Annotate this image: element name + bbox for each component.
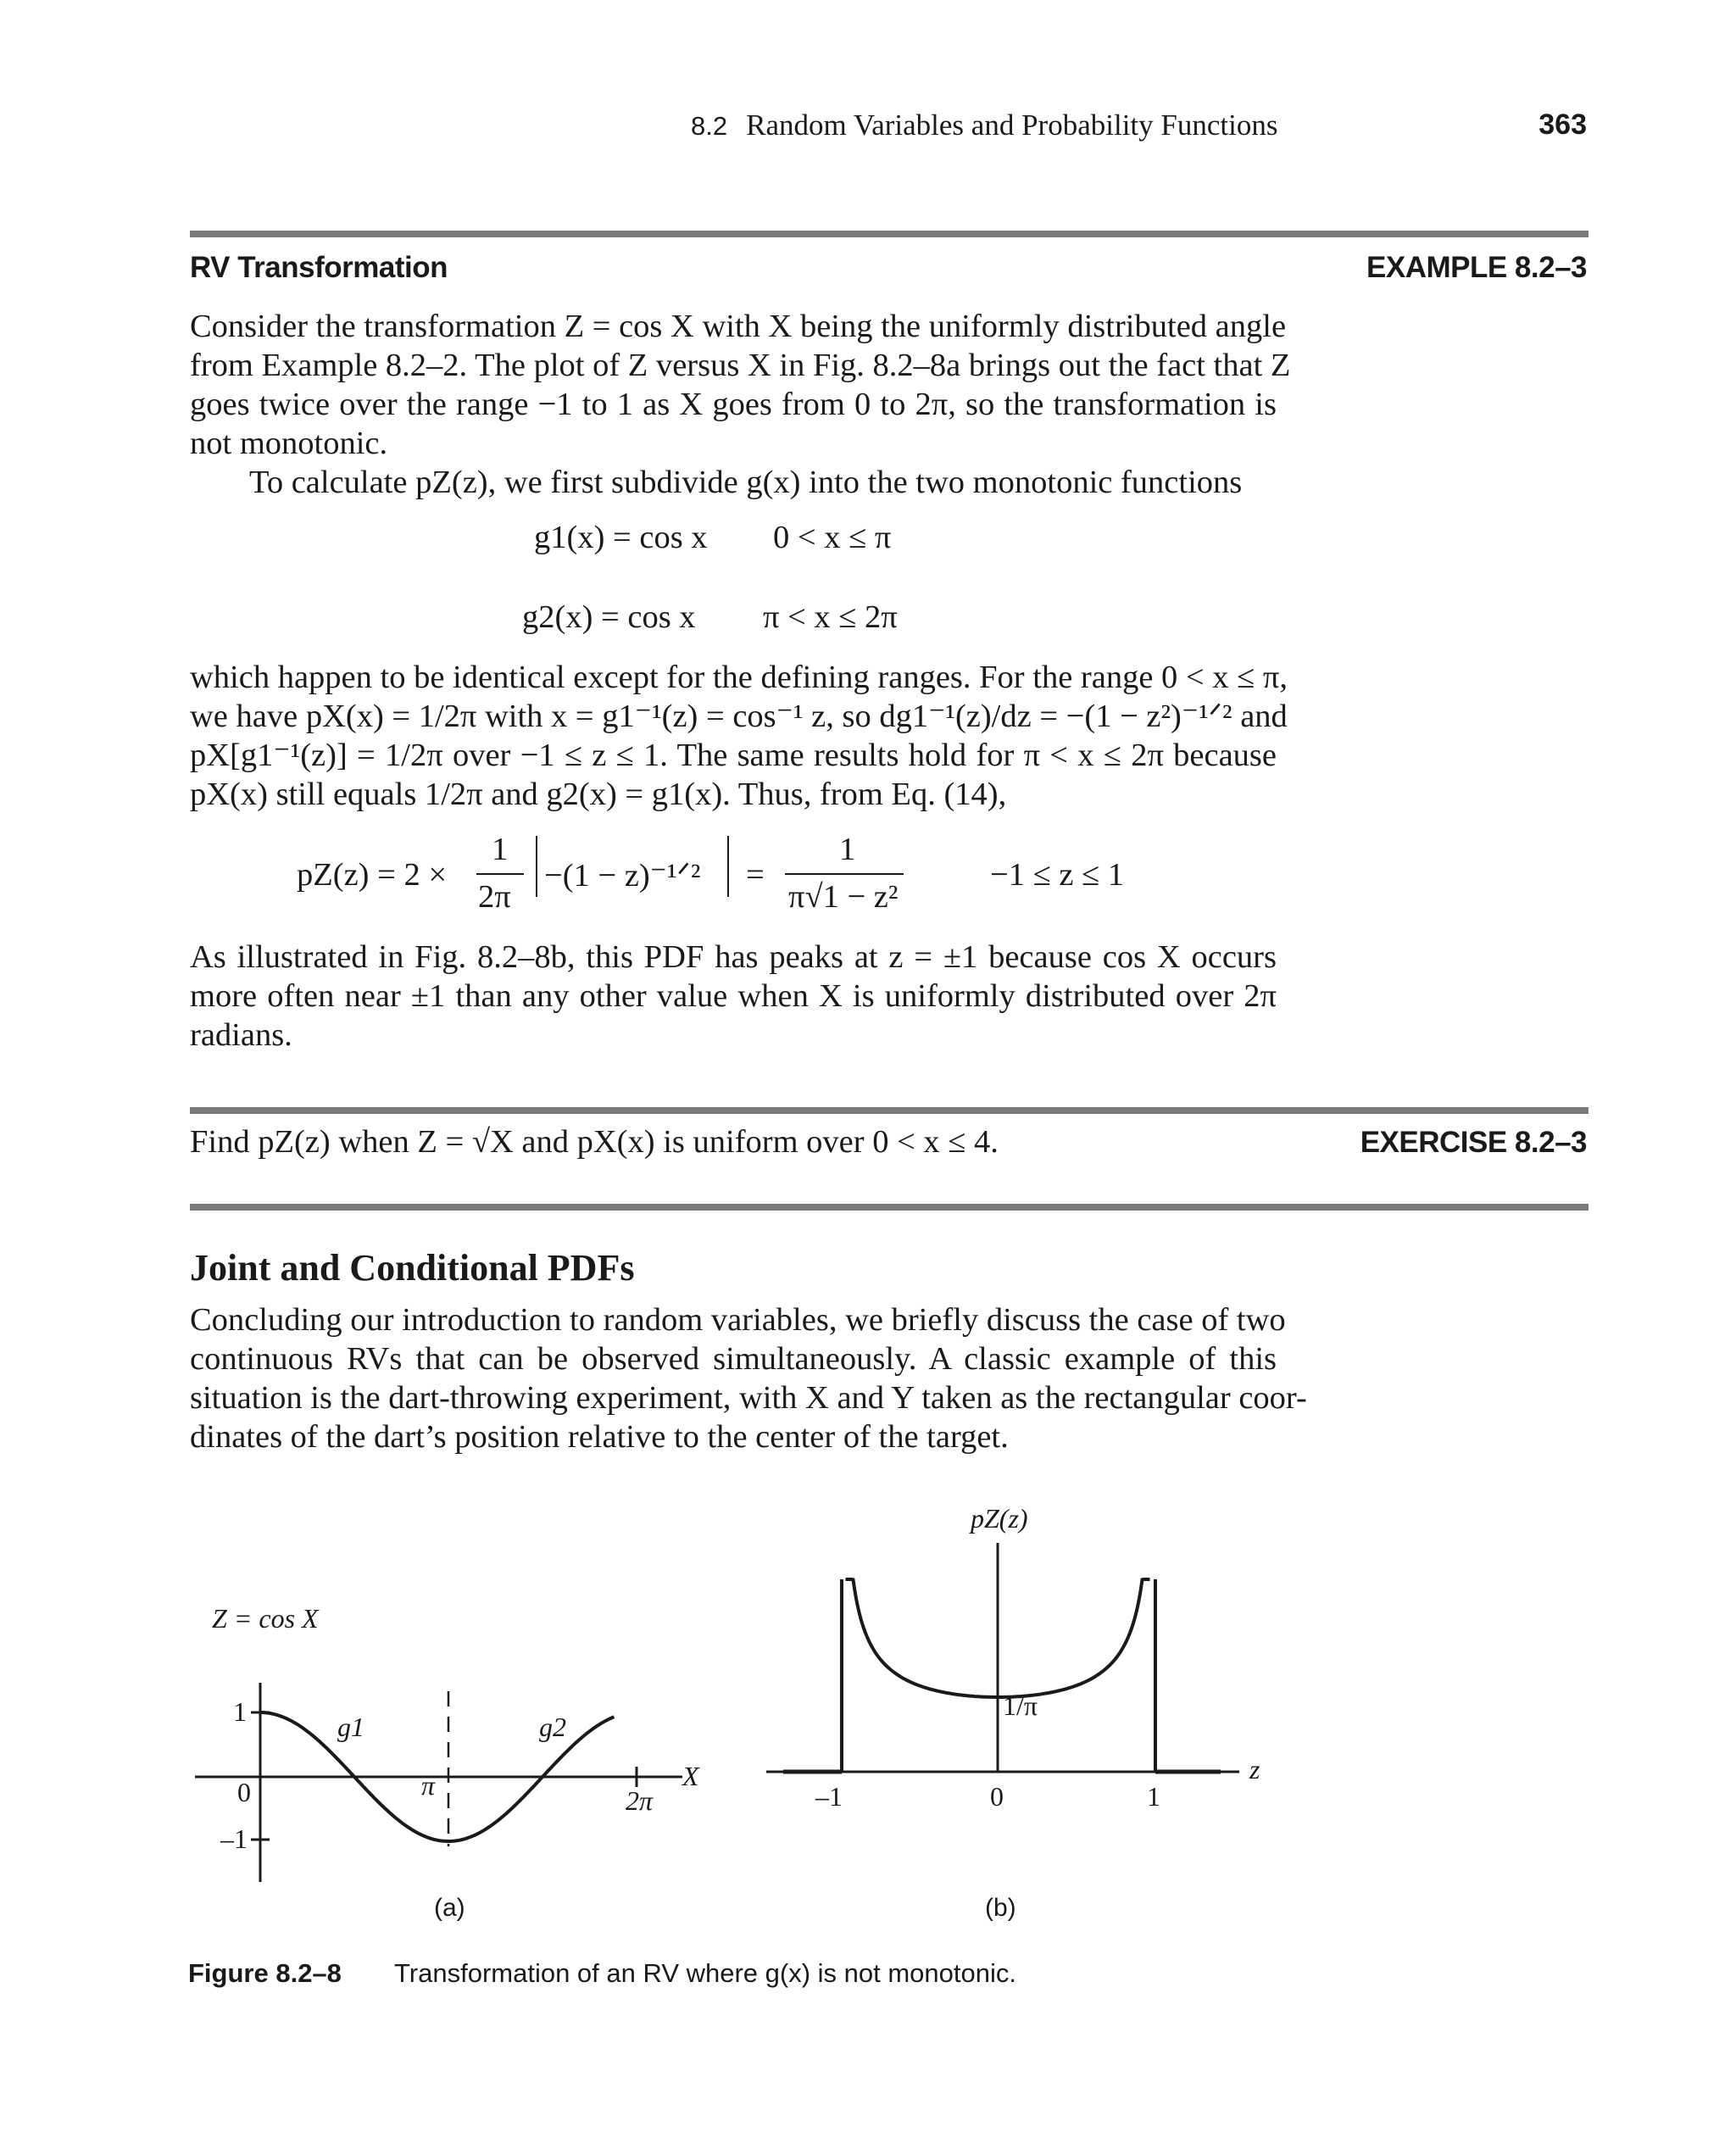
text-line: As illustrated in Fig. 8.2–8b, this PDF has peaks at z = ±1 because cos X occurs xyxy=(190,939,1277,975)
section-paragraph xyxy=(190,1300,1307,1456)
exercise-text: Find pZ(z) when Z = √X and pX(x) is uniform over 0 < x ≤ 4. xyxy=(190,1124,999,1160)
panel-b-y-axis-label: pZ(z) xyxy=(971,1503,1028,1534)
page-number: 363 xyxy=(1538,109,1587,141)
panel-b-tick-label-0: 0 xyxy=(990,1781,1004,1812)
example-paragraph-4 xyxy=(190,938,1277,1055)
figure-caption-text: Transformation of an RV where g(x) is not monotonic. xyxy=(394,1958,1016,1988)
equation-g2: g2(x) = cos x xyxy=(522,599,696,635)
panel-a-y-axis-label: Z = cos X xyxy=(212,1603,319,1634)
panel-a-tick-label-minus1: –1 xyxy=(220,1823,248,1854)
panel-a xyxy=(195,1683,682,1882)
text-line: more often near ±1 than any other value when X is uniformly distributed over 2π xyxy=(190,978,1277,1014)
panel-b xyxy=(766,1543,1239,1772)
text-line: pX(x) still equals 1/2π and g2(x) = g1(x). Thus, from Eq. (14), xyxy=(190,777,1007,812)
example-top-rule xyxy=(190,231,1589,237)
figure-8-2-8 xyxy=(0,1475,1736,1950)
panel-a-x-axis-label: X xyxy=(682,1761,699,1791)
equation-g1: g1(x) = cos x xyxy=(534,520,708,555)
example-paragraph-1 xyxy=(190,307,1291,463)
panel-b-tick-label-minus1: –1 xyxy=(815,1781,843,1812)
exercise-top-rule xyxy=(190,1107,1589,1114)
text-line: Concluding our introduction to random variables, we briefly discuss the case of two xyxy=(190,1302,1286,1338)
eq-range: −1 ≤ z ≤ 1 xyxy=(990,857,1125,893)
figure-caption-title: Figure 8.2–8 xyxy=(188,1958,342,1988)
text-line: continuous RVs that can be observed simultaneously. A classic example of this xyxy=(190,1341,1277,1377)
section-number: 8.2 xyxy=(691,111,728,141)
example-paragraph-2 xyxy=(190,463,1277,502)
panel-b-level-label: 1/π xyxy=(1003,1690,1038,1721)
equation-g2-range: π < x ≤ 2π xyxy=(763,599,898,635)
eq-rhs-num: 1 xyxy=(839,832,856,867)
text-line: dinates of the dart’s position relative to the center of the target. xyxy=(190,1419,1009,1455)
eq-frac-den: 2π xyxy=(478,879,511,915)
eq-equals: = xyxy=(746,857,765,893)
running-header xyxy=(691,109,1277,142)
exercise-bottom-rule xyxy=(190,1204,1589,1211)
eq-pz-left: pZ(z) = 2 × xyxy=(297,857,448,893)
panel-a-tick-label-0: 0 xyxy=(237,1777,251,1807)
text-line: situation is the dart-throwing experiment, with X and Y taken as the rectangular coor- xyxy=(190,1380,1307,1416)
text-line: To calculate pZ(z), we first subdivide g(x) into the two monotonic functions xyxy=(249,465,1243,500)
text-line: we have pX(x) = 1/2π with x = g1⁻¹(z) = cos⁻¹ z, so dg1⁻¹(z)/dz = −(1 − z²)⁻¹ᐟ² and xyxy=(190,699,1288,734)
text-line: not monotonic. xyxy=(190,426,388,461)
equation-g1-range: 0 < x ≤ π xyxy=(773,520,892,555)
text-line: goes twice over the range −1 to 1 as X goes from 0 to 2π, so the transformation is xyxy=(190,387,1277,422)
panel-a-label-g2: g2 xyxy=(539,1712,566,1742)
panel-a-label-g1: g1 xyxy=(337,1712,364,1742)
example-paragraph-3 xyxy=(190,658,1288,814)
text-line: Consider the transformation Z = cos X with X being the uniformly distributed angle xyxy=(190,309,1287,344)
panel-b-tick-label-1: 1 xyxy=(1147,1781,1160,1812)
text-line: which happen to be identical except for the defining ranges. For the range 0 < x ≤ π, xyxy=(190,660,1288,695)
equation-pz xyxy=(297,831,1187,924)
eq-abs-left-bar xyxy=(536,836,537,897)
eq-rhs-den: π√1 − z² xyxy=(788,879,899,915)
example-title: RV Transformation xyxy=(190,251,448,284)
example-label: EXAMPLE 8.2–3 xyxy=(1366,251,1587,284)
panel-a-labels xyxy=(212,1603,700,1922)
section-heading: Joint and Conditional PDFs xyxy=(190,1247,635,1289)
eq-frac-bar xyxy=(476,873,524,875)
panel-a-tick-label-pi: π xyxy=(421,1770,436,1801)
eq-abs-content: −(1 − z)⁻¹ᐟ² xyxy=(544,858,701,894)
exercise-label: EXERCISE 8.2–3 xyxy=(1360,1126,1587,1159)
panel-a-tick-label-2pi: 2π xyxy=(626,1785,654,1816)
text-line: pX[g1⁻¹(z)] = 1/2π over −1 ≤ z ≤ 1. The same results hold for π < x ≤ 2π because xyxy=(190,738,1277,773)
text-line: radians. xyxy=(190,1017,292,1053)
panel-a-label: (a) xyxy=(434,1894,465,1922)
panel-a-tick-label-1: 1 xyxy=(233,1696,247,1727)
panel-b-x-axis-label: z xyxy=(1249,1754,1260,1784)
eq-abs-right-bar xyxy=(727,836,729,897)
section-title: Random Variables and Probability Functions xyxy=(746,109,1278,142)
eq-rhs-bar xyxy=(785,873,904,875)
eq-frac-num: 1 xyxy=(492,832,509,867)
panel-b-label: (b) xyxy=(985,1894,1016,1922)
text-line: from Example 8.2–2. The plot of Z versus X in Fig. 8.2–8a brings out the fact that Z xyxy=(190,348,1291,383)
panel-b-labels xyxy=(815,1503,1260,1922)
